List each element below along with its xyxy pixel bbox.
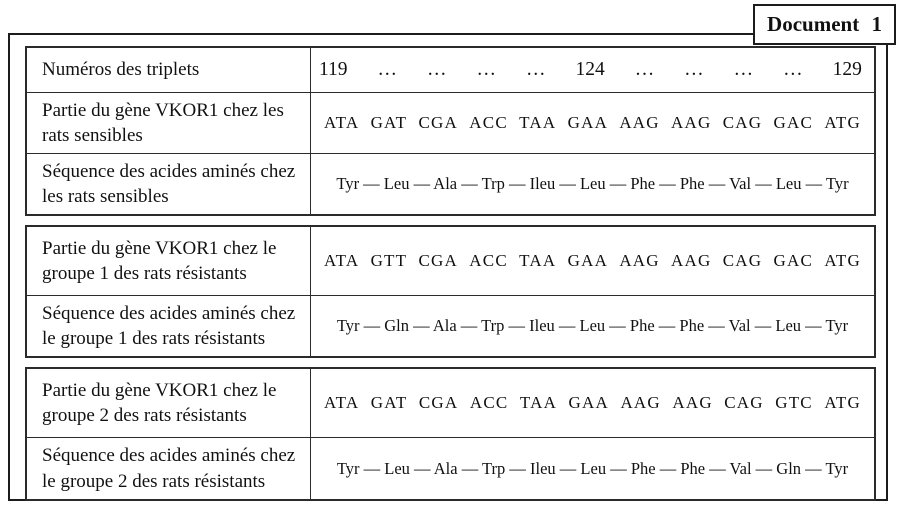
- table-row-gene-resistant-1: [27, 227, 874, 295]
- codon: GAT: [370, 393, 408, 413]
- row-label-cell: [27, 438, 311, 498]
- amino-acid-sequence-cell: [311, 438, 874, 498]
- table-row-aa-sensitive: [27, 153, 874, 214]
- codon: ACC: [469, 113, 508, 133]
- amino-acid-sequence-cell: [311, 154, 874, 214]
- codon: GTC: [775, 393, 813, 413]
- row-label: Séquence des acides aminés chez le groupe 2 des rats résistants: [42, 445, 296, 492]
- table-row-triplet-numbers: [27, 48, 874, 92]
- row-label: Partie du gène VKOR1 chez le groupe 2 des rats résistants: [42, 380, 277, 427]
- codon: GAA: [567, 113, 609, 133]
- codon: TAA: [519, 113, 557, 133]
- row-label: Séquence des acides aminés chez le groupe 1 des rats résistants: [42, 303, 296, 350]
- triplet-number: …: [783, 59, 803, 80]
- table-row-aa-resistant-2: [27, 437, 874, 498]
- codon: CAG: [724, 393, 764, 413]
- triplet-number: …: [476, 59, 496, 80]
- row-label: Partie du gène VKOR1 chez le groupe 1 des rats résistants: [42, 238, 277, 285]
- codon: GAT: [370, 113, 408, 133]
- row-label-cell: [27, 369, 311, 437]
- codon: GAA: [568, 393, 609, 413]
- triplet-number: …: [733, 59, 754, 80]
- codon: CGA: [418, 251, 459, 271]
- codon: ATG: [824, 251, 861, 271]
- codon: GAA: [567, 251, 609, 271]
- codon: AAG: [671, 251, 712, 271]
- table-group-resistant-1: [25, 225, 876, 358]
- triplet-number: 129: [832, 59, 862, 80]
- triplet-number: 124: [575, 59, 605, 80]
- triplet-numbers-cell: [311, 48, 874, 92]
- amino-acid-sequence-cell: [311, 296, 874, 356]
- codon: ATG: [824, 393, 861, 413]
- codon: AAG: [671, 113, 712, 133]
- codon: AAG: [620, 393, 661, 413]
- codon: ACC: [469, 393, 509, 413]
- codon: TAA: [519, 393, 558, 413]
- triplet-number: …: [684, 59, 704, 80]
- triplet-number: …: [427, 59, 447, 80]
- row-label-cell: [27, 227, 311, 295]
- amino-acid-sequence: Tyr — Leu — Ala — Trp — Ileu — Leu — Phe — Phe — Val — Gln — Tyr: [336, 458, 849, 478]
- row-label: Partie du gène VKOR1 chez les rats sensibles: [42, 100, 284, 147]
- triplet-number: …: [377, 59, 398, 80]
- codon: CGA: [418, 393, 459, 413]
- table-group-sensitive: [25, 46, 876, 216]
- amino-acid-sequence: Tyr — Gln — Ala — Trp — Ileu — Leu — Phe — Phe — Val — Leu — Tyr: [336, 316, 849, 336]
- codon: ACC: [469, 251, 508, 271]
- table-group-resistant-2: [25, 367, 876, 500]
- row-label: Numéros des triplets: [42, 59, 200, 81]
- table-row-gene-resistant-2: [27, 369, 874, 437]
- codon: AAG: [619, 251, 660, 271]
- codon: GAC: [773, 251, 814, 271]
- codon: ATA: [324, 393, 360, 413]
- triplet-number: …: [525, 59, 546, 80]
- document-label-box: [753, 4, 896, 45]
- genetics-table: [25, 46, 876, 501]
- row-label-cell: [27, 93, 311, 153]
- codon: AAG: [672, 393, 713, 413]
- table-row-aa-resistant-1: [27, 295, 874, 356]
- codon: CAG: [722, 251, 763, 271]
- codon: ATA: [324, 251, 360, 271]
- codon: CGA: [418, 113, 459, 133]
- codon: TAA: [519, 251, 557, 271]
- codon: ATG: [824, 113, 861, 133]
- row-label-cell: [27, 154, 311, 214]
- codon: AAG: [619, 113, 660, 133]
- row-label: Séquence des acides aminés chez les rats sensibles: [42, 161, 296, 208]
- table-row-gene-sensitive: [27, 92, 874, 153]
- triplet-number: …: [634, 59, 655, 80]
- codon-sequence-cell: [311, 93, 874, 153]
- triplet-number: 119: [319, 59, 348, 80]
- document-label: Document 1: [767, 12, 882, 36]
- codon: ATA: [324, 113, 360, 133]
- amino-acid-sequence: Tyr — Leu — Ala — Trp — Ileu — Leu — Phe — Phe — Val — Leu — Tyr: [336, 174, 849, 194]
- row-label-cell: [27, 48, 311, 92]
- codon-sequence-cell: [311, 369, 874, 437]
- codon: CAG: [722, 113, 763, 133]
- row-label-cell: [27, 296, 311, 356]
- codon: GAC: [773, 113, 814, 133]
- codon: GTT: [370, 251, 408, 271]
- codon-sequence-cell: [311, 227, 874, 295]
